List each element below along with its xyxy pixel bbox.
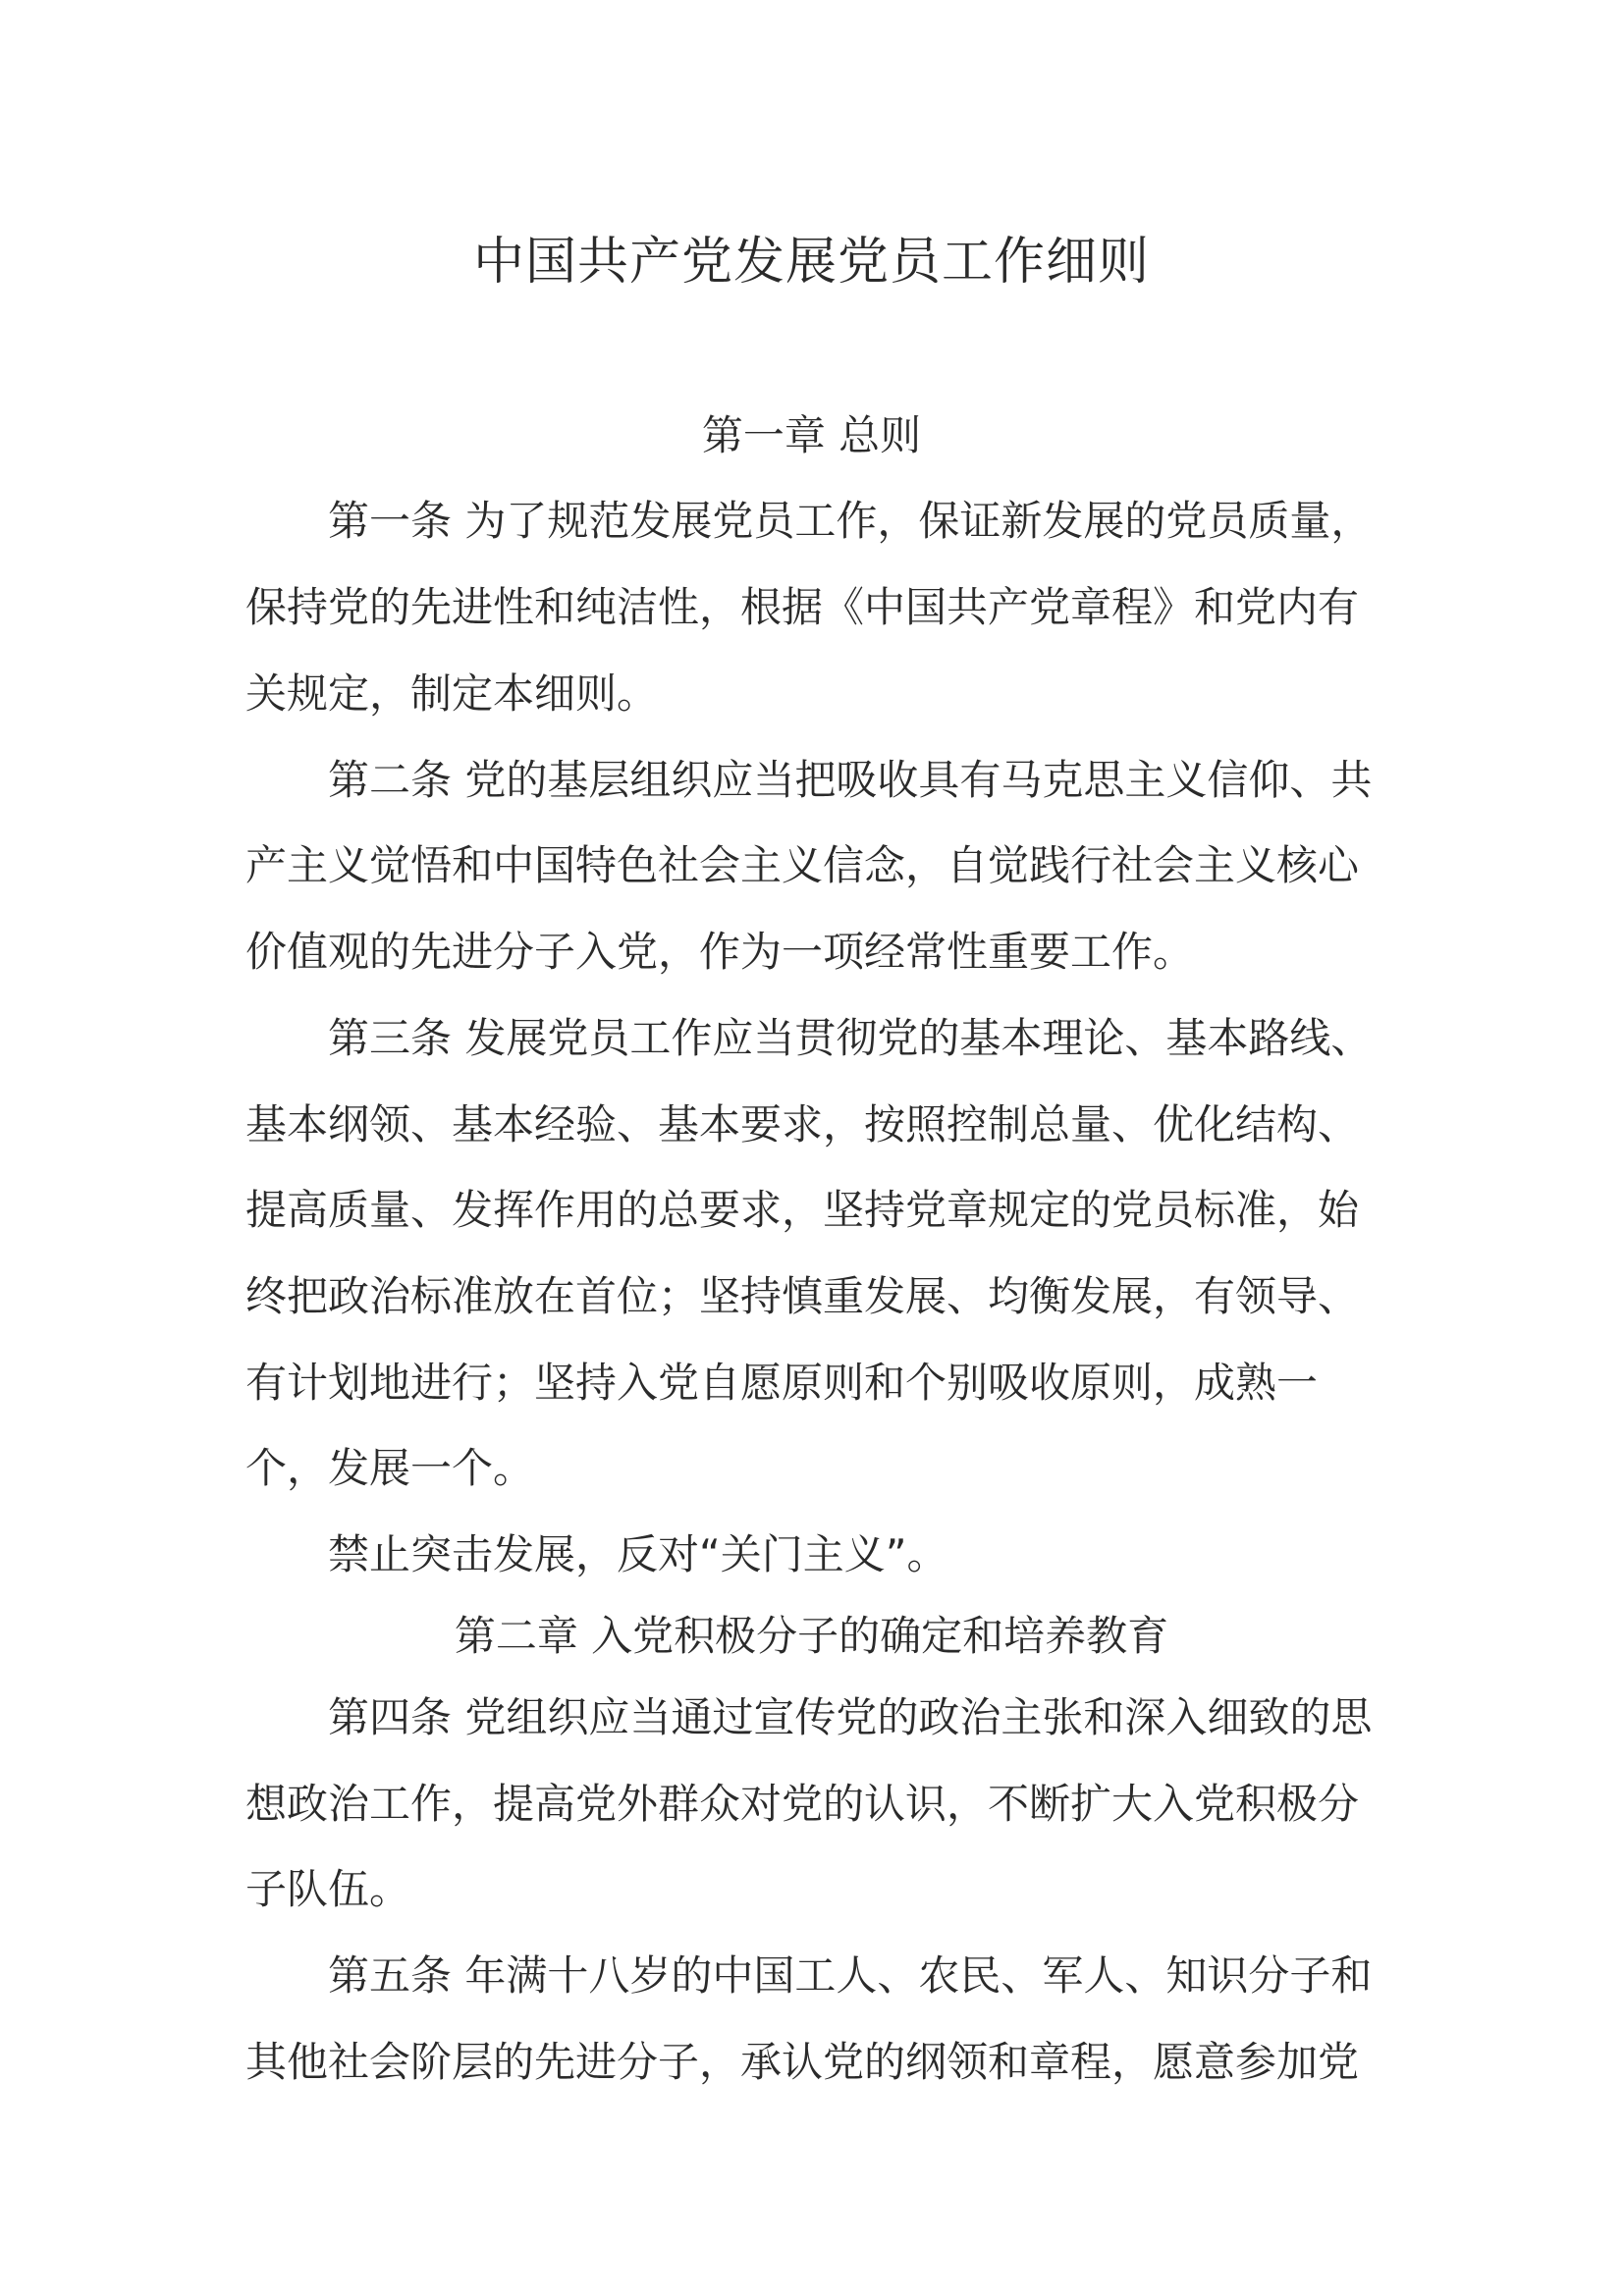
- article-3-note: 禁止突击发展，反对“关门主义”。: [328, 1530, 948, 1578]
- chapter-heading-1: 第一章 总则: [701, 411, 922, 459]
- article-1-line-2: 保持党的先进性和纯洁性，根据《中国共产党章程》和党内有: [245, 583, 1360, 631]
- article-1-line-1: 第一条 为了规范发展党员工作，保证新发展的党员质量，: [328, 497, 1373, 545]
- article-3-line-1: 第三条 发展党员工作应当贯彻党的基本理论、基本路线、: [328, 1014, 1373, 1062]
- article-2-line-3: 价值观的先进分子入党，作为一项经常性重要工作。: [245, 928, 1195, 976]
- article-5-line-2: 其他社会阶层的先进分子，承认党的纲领和章程，愿意参加党: [245, 2038, 1360, 2086]
- article-3-line-4: 终把政治标准放在首位；坚持慎重发展、均衡发展，有领导、: [245, 1272, 1360, 1320]
- article-1-line-3: 关规定，制定本细则。: [245, 669, 659, 718]
- article-4-line-3: 子队伍。: [245, 1865, 411, 1913]
- article-3-line-2: 基本纲领、基本经验、基本要求，按照控制总量、优化结构、: [245, 1100, 1360, 1148]
- article-5-line-1: 第五条 年满十八岁的中国工人、农民、军人、知识分子和: [328, 1951, 1373, 2000]
- document-title: 中国共产党发展党员工作细则: [472, 233, 1150, 292]
- article-3-line-5: 有计划地进行；坚持入党自愿原则和个别吸收原则，成熟一: [245, 1359, 1319, 1407]
- chapter-heading-2: 第二章 入党积极分子的确定和培养教育: [454, 1612, 1169, 1660]
- article-4-line-1: 第四条 党组织应当通过宣传党的政治主张和深入细致的思: [328, 1693, 1373, 1741]
- article-2-line-1: 第二条 党的基层组织应当把吸收具有马克思主义信仰、共: [328, 756, 1373, 804]
- article-4-line-2: 想政治工作，提高党外群众对党的认识，不断扩大入党积极分: [245, 1780, 1360, 1828]
- article-3-line-3: 提高质量、发挥作用的总要求，坚持党章规定的党员标准，始: [245, 1186, 1360, 1234]
- article-2-line-2: 产主义觉悟和中国特色社会主义信念，自觉践行社会主义核心: [245, 841, 1360, 889]
- article-3-line-6: 个，发展一个。: [245, 1444, 535, 1492]
